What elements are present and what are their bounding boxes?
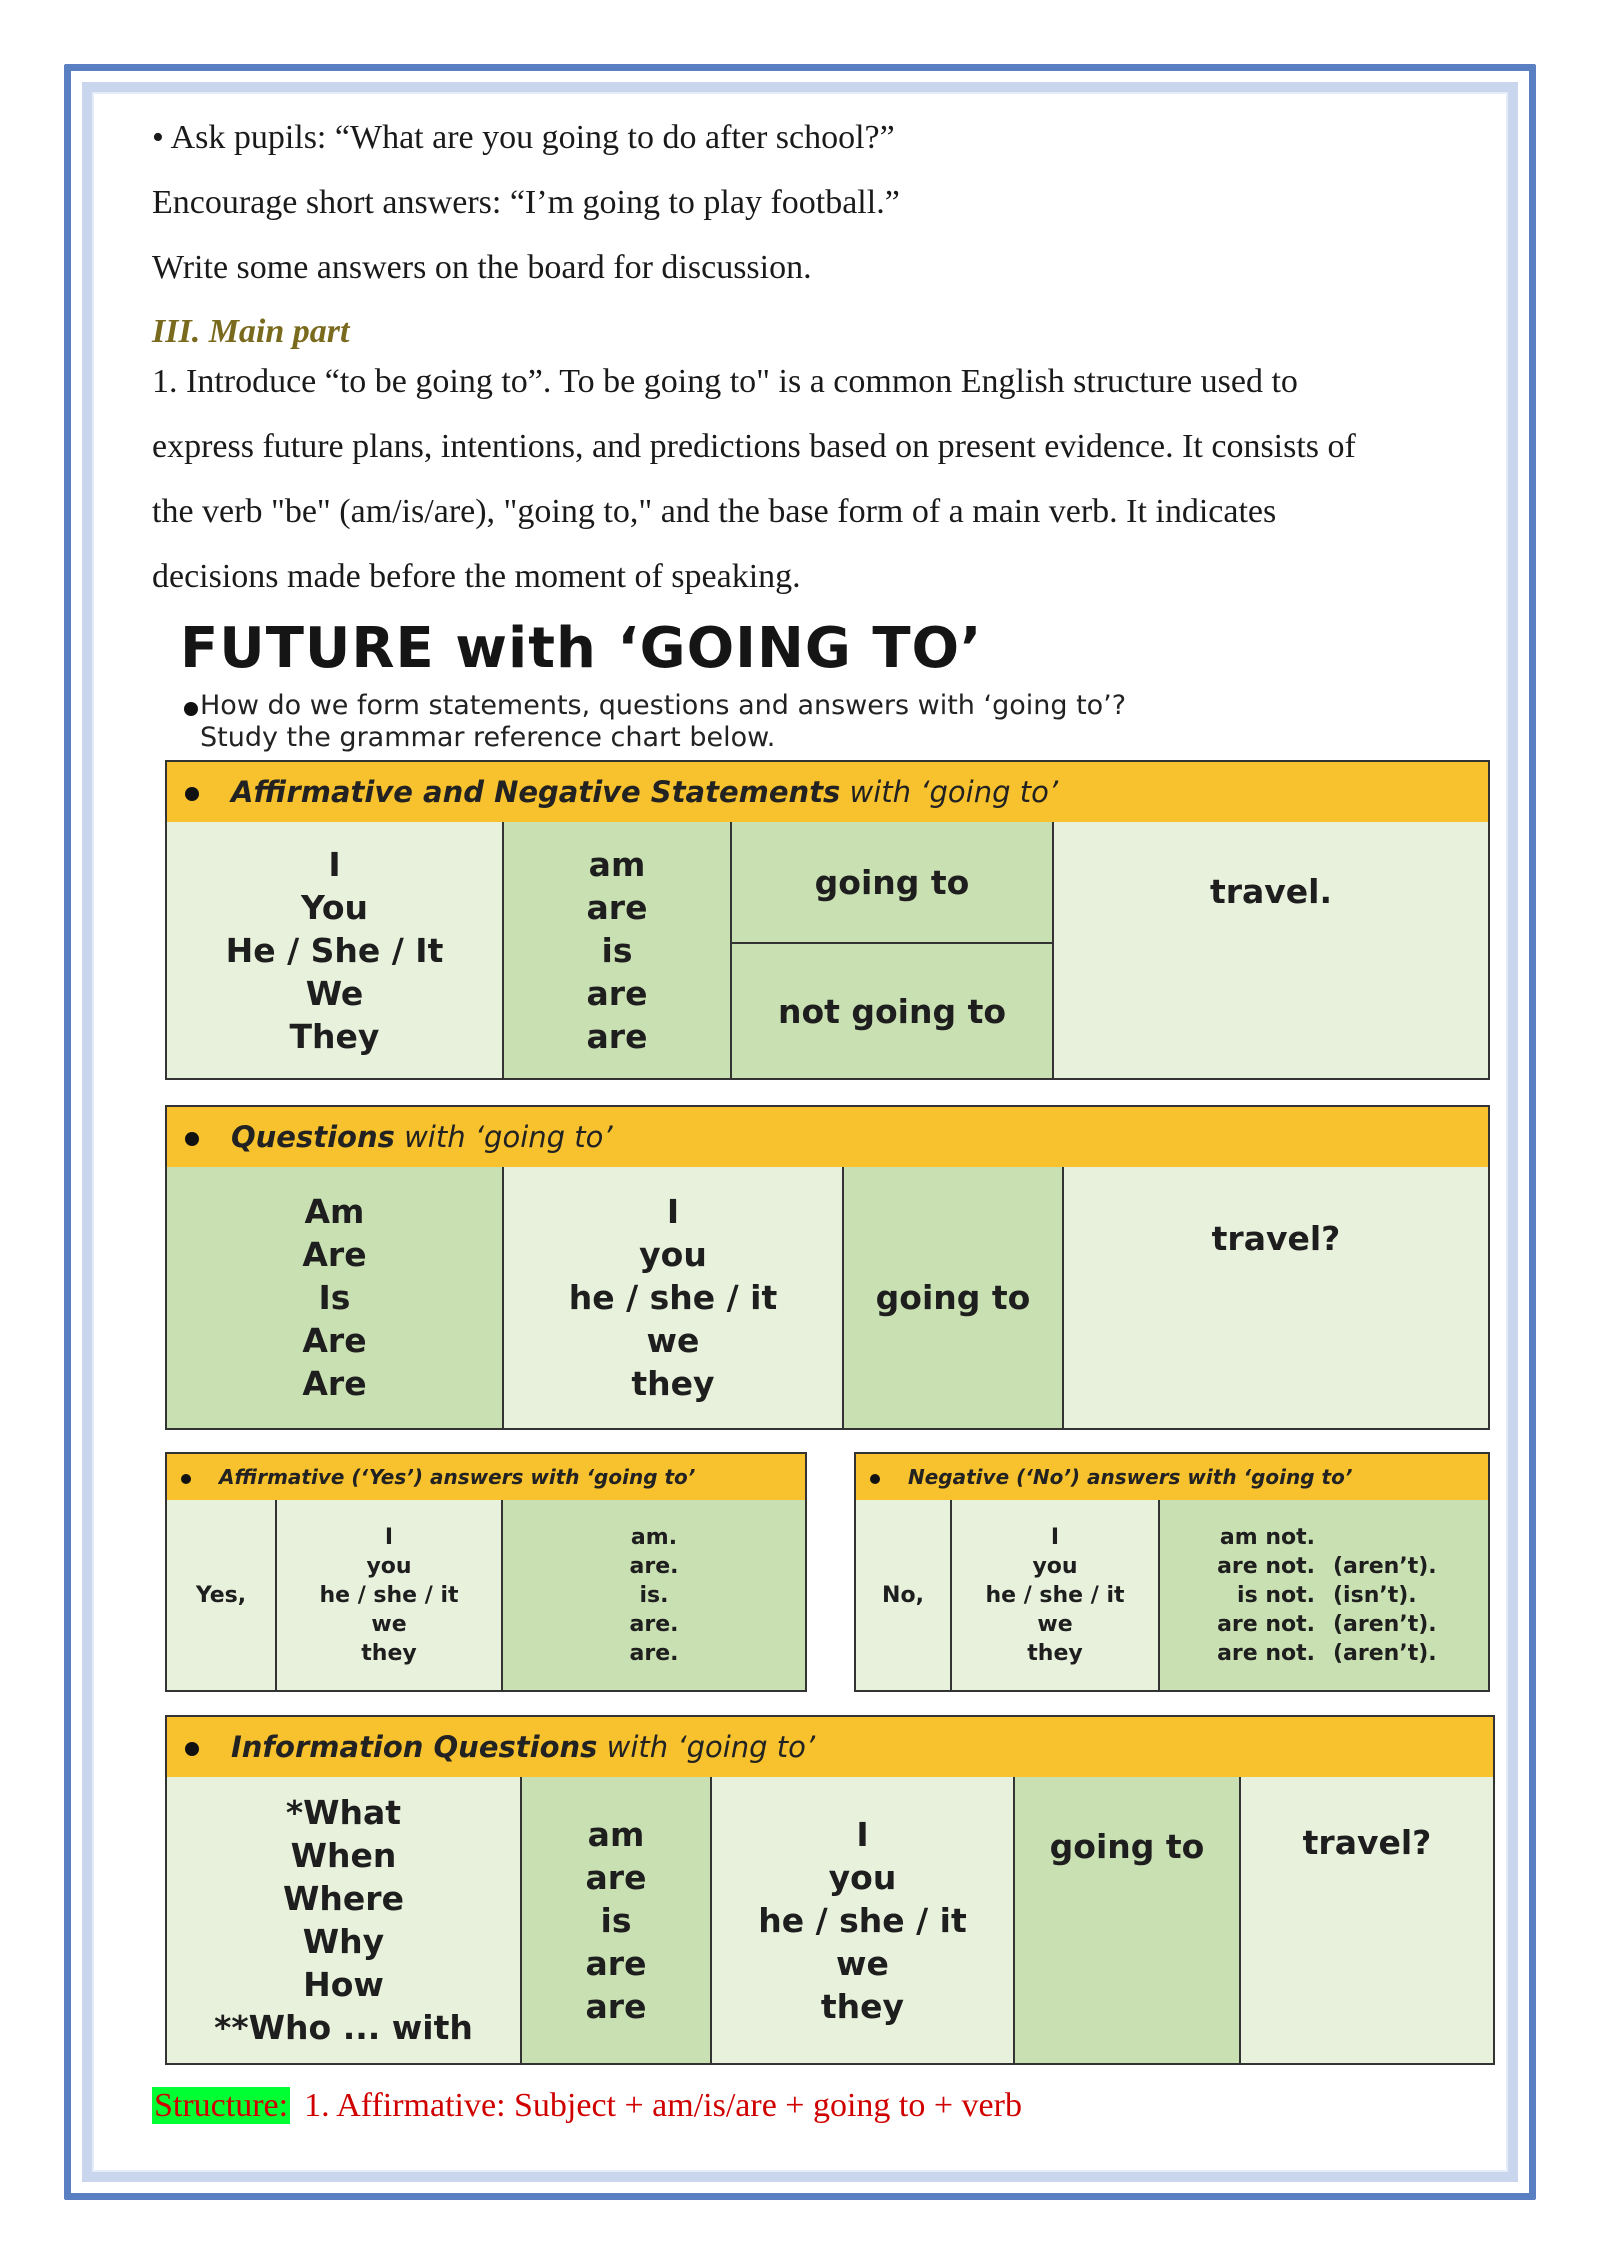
info-verb: travel? (1241, 1777, 1493, 2063)
questions-be-list (302, 1190, 366, 1405)
info-be (522, 1777, 712, 2063)
info-subjects (712, 1777, 1015, 2063)
bullet-icon (185, 1132, 199, 1146)
yes-header (167, 1454, 805, 1502)
subject: he / she / it (568, 1278, 778, 1317)
subject: you (639, 1235, 707, 1274)
info-wh-list (214, 1791, 473, 2049)
yes-word: Yes, (167, 1500, 277, 1690)
be-form: are. (629, 1611, 679, 1637)
subject: we (1037, 1611, 1073, 1637)
wh-word: How (303, 1965, 384, 2004)
be-form: am (588, 844, 646, 884)
be-form: is. (639, 1582, 669, 1608)
subject: we (371, 1611, 407, 1637)
chart-intro-line-1: How do we form statements, questions and answers with ‘going to’? (200, 690, 1127, 721)
subject: he / she / it (985, 1582, 1125, 1608)
bullet-icon (181, 1474, 191, 1484)
chart-title: FUTURE with ‘GOING TO’ (180, 616, 983, 681)
yes-header-text: Affirmative (‘Yes’) answers with ‘going to’ (219, 1465, 696, 1489)
affneg-subjects (167, 822, 504, 1078)
intro-line-2: Encourage short answers: “I’m going to play football.” (152, 184, 900, 221)
info-subjects-list (758, 1813, 967, 2028)
no-be (1160, 1500, 1488, 1690)
be-form: are (586, 1016, 648, 1056)
contraction (1315, 1523, 1463, 1552)
bullet-icon (184, 702, 198, 716)
affirmative-negative-table (165, 760, 1490, 1080)
questions-subjects-list (569, 1190, 778, 1405)
no-subjects-list (985, 1523, 1124, 1668)
wh-word: *What (285, 1793, 402, 1832)
subject: he / she / it (758, 1900, 967, 1940)
structure-text: 1. Affirmative: Subject + am/is/are + going to + verb (304, 2087, 1022, 2124)
paragraph-line-1: 1. Introduce “to be going to”. To be going to" is a common English structure used to (152, 363, 1298, 400)
subject: I (1050, 1524, 1060, 1550)
be-form: is (601, 930, 633, 970)
intro-line-1: • Ask pupils: “What are you going to do after school?” (152, 119, 895, 156)
wh-word: When (290, 1836, 397, 1875)
info-be-list (586, 1813, 647, 2028)
bullet-icon (870, 1474, 880, 1484)
no-row (1185, 1552, 1463, 1581)
be-form: are. (629, 1640, 679, 1666)
section-heading: III. Main part (152, 313, 350, 350)
questions-header (167, 1107, 1488, 1169)
paragraph-line-3: the verb "be" (am/is/are), "going to," and the base form of a main verb. It indicates (152, 493, 1277, 530)
be-form: are (585, 1943, 647, 1983)
questions-be (167, 1167, 504, 1428)
no-subjects (952, 1500, 1160, 1690)
info-going-to: going to (1015, 1777, 1241, 2063)
yes-be-list (630, 1523, 679, 1668)
subject: I (384, 1524, 394, 1550)
subject: I (666, 1192, 680, 1231)
affneg-going-to: going to (732, 822, 1054, 944)
wh-word: Where (283, 1879, 404, 1918)
info-wh-words (167, 1777, 522, 2063)
no-word: No, (856, 1500, 952, 1690)
intro-line-3: Write some answers on the board for discussion. (152, 249, 812, 286)
yes-subjects (277, 1500, 503, 1690)
yes-be (503, 1500, 805, 1690)
questions-going-to: going to (844, 1167, 1064, 1428)
contraction: (isn’t). (1333, 1582, 1417, 1608)
bullet-icon (185, 1742, 199, 1756)
subject: he / she / it (319, 1582, 459, 1608)
be-form: am. (630, 1524, 678, 1550)
info-header-bold: Information Questions (231, 1730, 598, 1764)
be-form: Are (302, 1321, 367, 1360)
be-form: Are (302, 1235, 367, 1274)
subject: they (1027, 1640, 1083, 1666)
affneg-header-bold: Affirmative and Negative Statements (231, 775, 841, 809)
no-row (1185, 1639, 1463, 1668)
affneg-header (167, 762, 1488, 824)
affneg-not-going-to: not going to (732, 944, 1054, 1078)
subject: you (366, 1553, 412, 1579)
no-row (1185, 1610, 1463, 1639)
yes-subjects-list (319, 1523, 458, 1668)
no-be-list (1185, 1523, 1463, 1668)
subject: He / She / It (225, 930, 444, 970)
structure-label: Structure: (154, 2087, 289, 2124)
be-form: is not. (1237, 1582, 1315, 1608)
affneg-subjects-list (226, 843, 444, 1058)
affneg-header-rest: with ‘going to’ (840, 775, 1059, 809)
questions-verb: travel? (1064, 1167, 1488, 1428)
be-form: are (585, 1857, 647, 1897)
contraction: (aren’t). (1333, 1611, 1437, 1637)
questions-table (165, 1105, 1490, 1430)
bullet-icon (185, 787, 199, 801)
contraction: (aren’t). (1333, 1640, 1437, 1666)
be-form: are not. (1217, 1640, 1315, 1666)
questions-header-bold: Questions (231, 1120, 395, 1154)
info-header (167, 1717, 1493, 1779)
affneg-be-list (587, 843, 648, 1058)
grammar-chart (160, 610, 1500, 2070)
be-form: am (587, 1814, 645, 1854)
subject: I (856, 1814, 869, 1854)
subject: You (300, 887, 368, 927)
structure-line (152, 2086, 1022, 2126)
no-header-text: Negative (‘No’) answers with ‘going to’ (908, 1465, 1353, 1489)
yes-answers-table (165, 1452, 807, 1692)
be-form: are not. (1217, 1611, 1315, 1637)
subject: they (820, 1986, 905, 2026)
information-questions-table (165, 1715, 1495, 2065)
be-form: Am (304, 1192, 365, 1231)
paragraph-line-4: decisions made before the moment of speaking. (152, 558, 801, 595)
be-form: are (586, 973, 648, 1013)
be-form: are. (629, 1553, 679, 1579)
be-form: Is (318, 1278, 351, 1317)
subject: they (631, 1364, 715, 1403)
no-answers-table (854, 1452, 1490, 1692)
wh-word: **Who ... with (214, 2008, 473, 2047)
chart-intro (200, 690, 1126, 754)
subject: They (289, 1016, 380, 1056)
paragraph-line-2: express future plans, intentions, and predictions based on present evidence. It consists of (152, 428, 1356, 465)
be-form: am not. (1219, 1524, 1315, 1550)
be-form: Are (302, 1364, 367, 1403)
subject: I (328, 844, 341, 884)
questions-subjects (504, 1167, 844, 1428)
subject: we (836, 1943, 889, 1983)
be-form: are not. (1217, 1553, 1315, 1579)
be-form: are (586, 887, 648, 927)
subject: we (646, 1321, 700, 1360)
questions-header-rest: with ‘going to’ (394, 1120, 613, 1154)
subject: you (1032, 1553, 1078, 1579)
no-header (856, 1454, 1488, 1502)
no-row (1185, 1523, 1463, 1552)
subject: they (361, 1640, 417, 1666)
affneg-verb: travel. (1054, 822, 1488, 1078)
no-row (1185, 1581, 1463, 1610)
be-form: is (600, 1900, 632, 1940)
subject: you (828, 1857, 897, 1897)
subject: We (305, 973, 364, 1013)
wh-word: Why (302, 1922, 385, 1961)
be-form: are (585, 1986, 647, 2026)
chart-intro-line-2: Study the grammar reference chart below. (200, 722, 776, 753)
affneg-be (504, 822, 732, 1078)
info-header-rest: with ‘going to’ (597, 1730, 816, 1764)
contraction: (aren’t). (1333, 1553, 1437, 1579)
